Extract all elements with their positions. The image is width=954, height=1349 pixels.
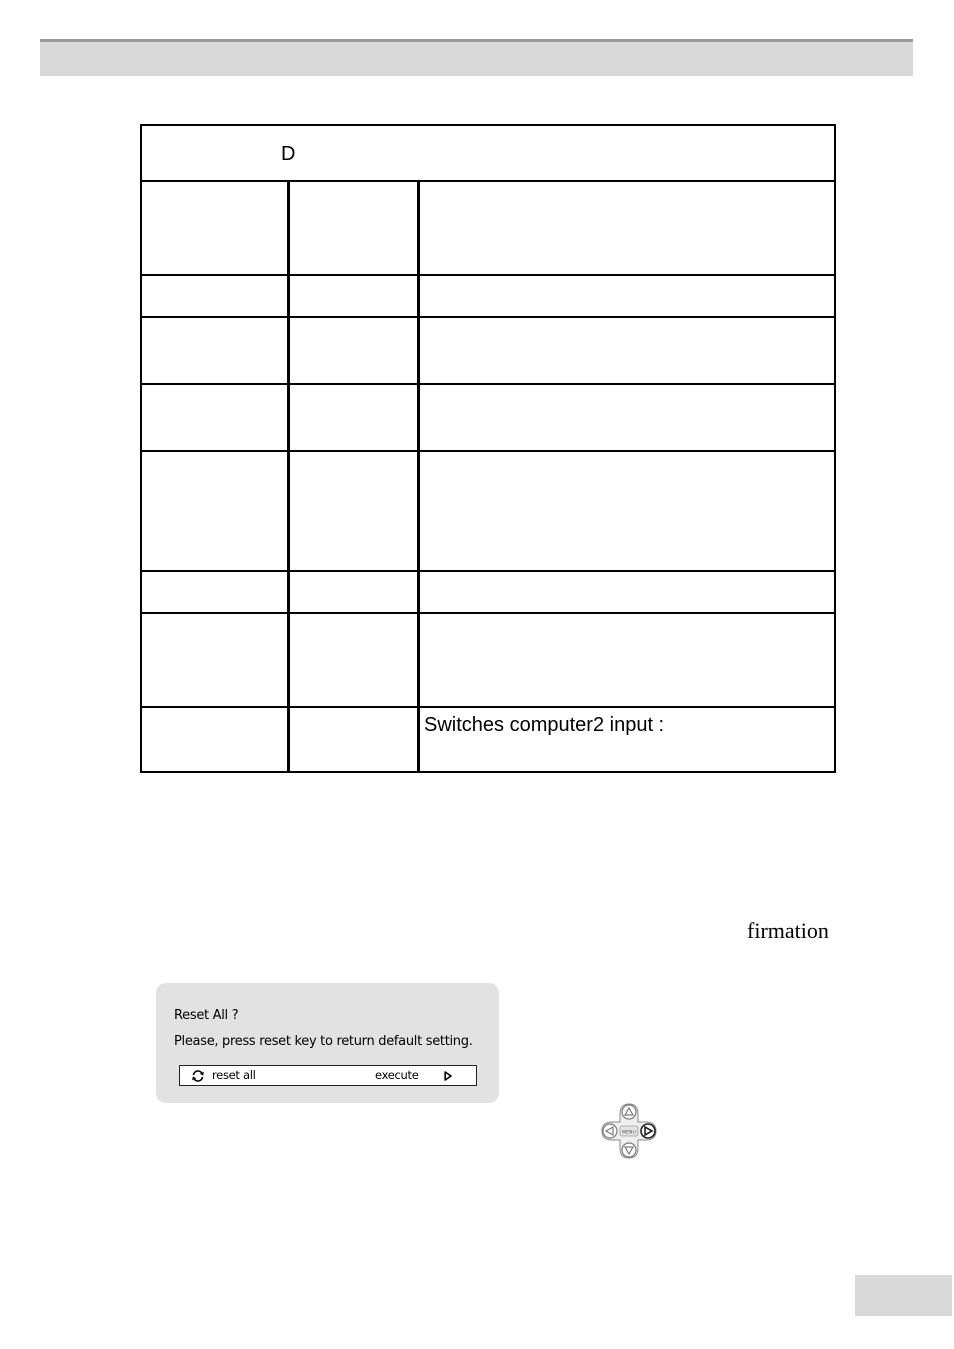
osd-title: Reset All ? xyxy=(174,1008,239,1023)
table-column-divider xyxy=(417,181,420,771)
table-row-divider xyxy=(142,383,834,385)
reset-all-menu-item[interactable] xyxy=(179,1065,477,1086)
table-row-divider xyxy=(142,570,834,572)
table-title: D xyxy=(281,143,296,165)
reset-cycle-icon xyxy=(191,1069,205,1083)
menu-item-value: execute xyxy=(375,1068,419,1082)
page-number-tab xyxy=(855,1275,952,1316)
right-arrow-icon[interactable] xyxy=(641,1124,655,1138)
osd-message: Please, press reset key to return default setting. xyxy=(174,1034,473,1049)
header-band xyxy=(40,39,913,76)
remote-dpad xyxy=(598,1100,660,1162)
table-column-divider xyxy=(287,181,290,771)
table-cell-description: Switches computer2 input : xyxy=(424,714,665,736)
body-text-fragment: firmation xyxy=(747,918,829,943)
table-row-divider xyxy=(142,180,834,182)
table-row-divider xyxy=(142,316,834,318)
menu-item-label: reset all xyxy=(212,1068,256,1082)
menu-button[interactable] xyxy=(620,1126,638,1136)
table-row-divider xyxy=(142,274,834,276)
reset-all-osd-dialog xyxy=(156,983,499,1103)
function-table xyxy=(140,124,836,773)
down-arrow-icon[interactable] xyxy=(622,1143,636,1157)
up-arrow-icon[interactable] xyxy=(622,1105,636,1119)
play-arrow-icon[interactable] xyxy=(444,1071,452,1081)
table-row-divider xyxy=(142,706,834,708)
left-arrow-icon[interactable] xyxy=(603,1124,617,1138)
table-row-divider xyxy=(142,450,834,452)
table-row-divider xyxy=(142,612,834,614)
menu-button-label: MENU xyxy=(622,1130,636,1136)
